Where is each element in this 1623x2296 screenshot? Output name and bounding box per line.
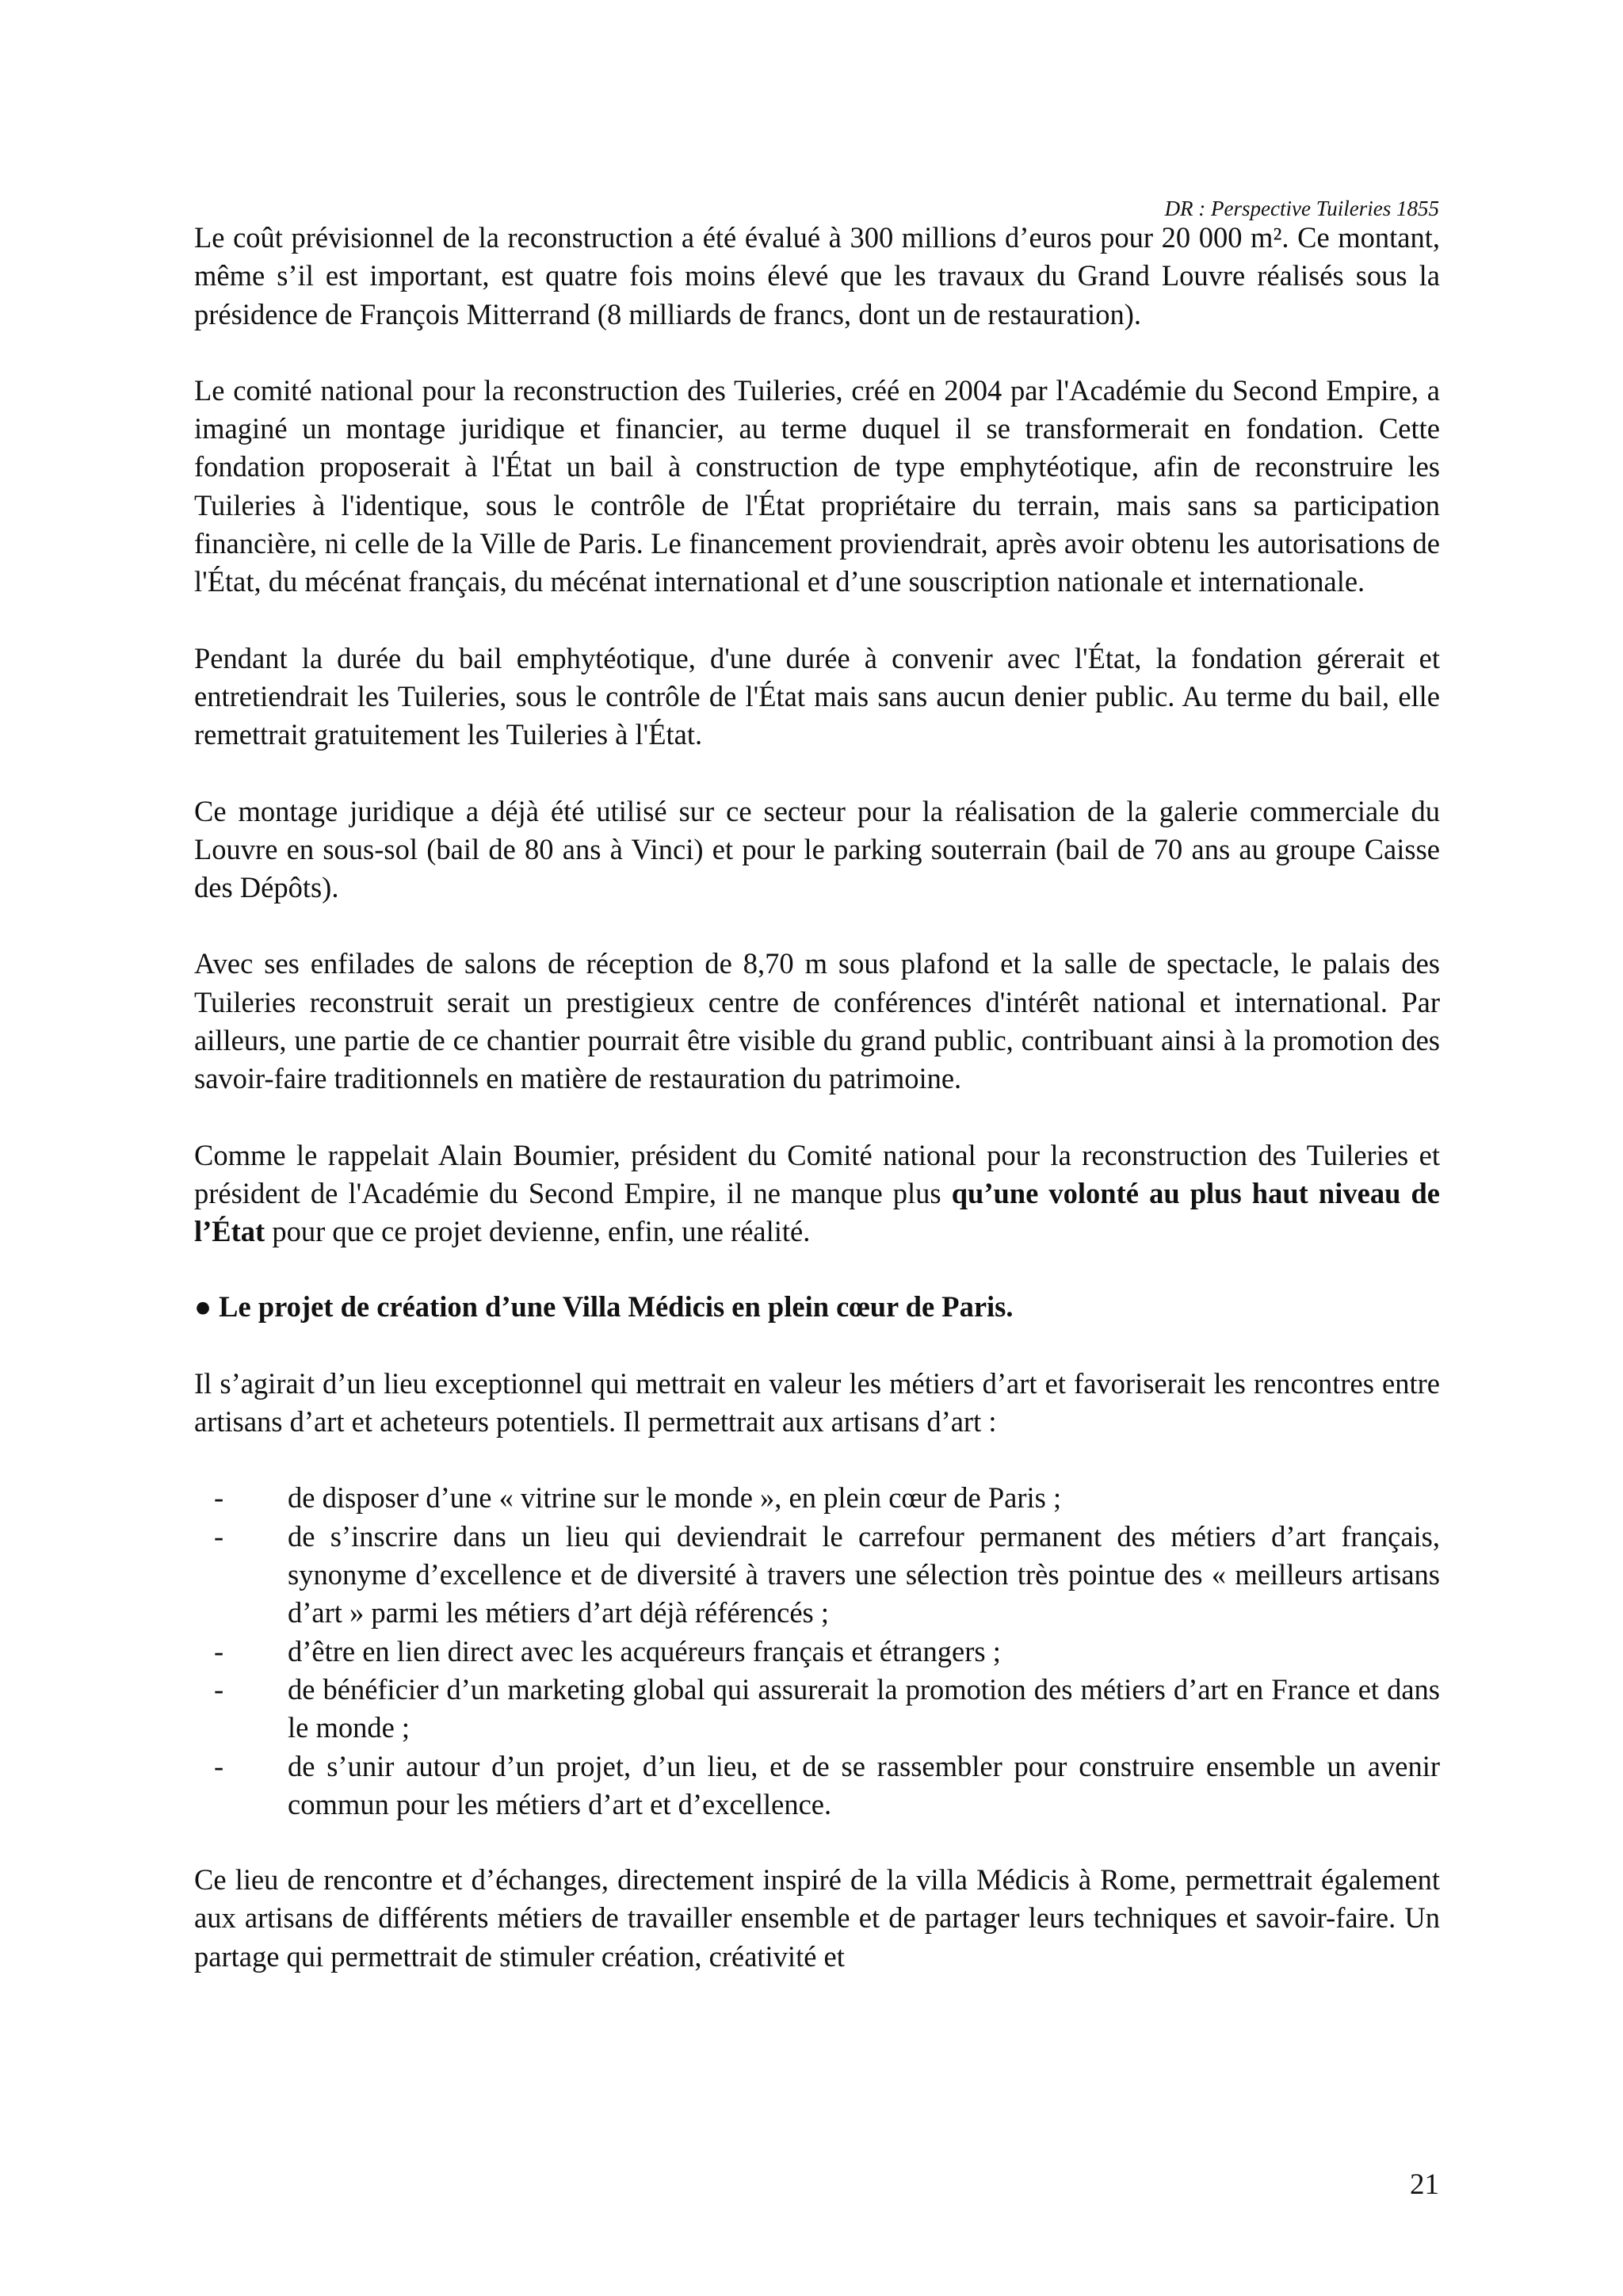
quote-text-before: Comme le rappelait Alain Boumier, président du Comité national pour la reconstruction des Tuileries et président de l'Académie du Second Empire, il ne manque plus: [194, 1138, 1440, 1209]
page-number: 21: [1410, 2168, 1439, 2201]
quote-text-after: pour que ce projet devienne, enfin, une réalité.: [265, 1215, 811, 1248]
image-caption: DR : Perspective Tuileries 1855: [1164, 197, 1439, 220]
bullet-dash: -: [214, 1672, 224, 1706]
list-item-text: de bénéficier d’un marketing global qui assurerait la promotion des métiers d’art en France et dans le monde ;: [288, 1672, 1440, 1744]
body-text: [194, 219, 1440, 2014]
bullet-dash: -: [214, 1481, 224, 1515]
list-item-text: de s’inscrire dans un lieu qui deviendrait le carrefour permanent des métiers d’art français, synonyme d’excellence et de diversité à travers une sélection très pointue des « meilleurs artisans d’art » parmi les métiers d’art déjà référencés ;: [288, 1519, 1440, 1629]
paragraph-villa-intro: Il s’agirait d’un lieu exceptionnel qui mettrait en valeur les métiers d’art et favoriserait les rencontres entre artisans d’art et acheteurs potentiels. Il permettrait aux artisans d’art :: [194, 1366, 1440, 1438]
bullet-dash: -: [214, 1519, 224, 1553]
paragraph-boumier-quote: [194, 1137, 1440, 1251]
list-item-text: de disposer d’une « vitrine sur le monde », en plein cœur de Paris ;: [288, 1481, 1062, 1515]
bullet-dash: -: [214, 1634, 224, 1668]
list-item: [214, 1479, 1440, 1517]
list-item-text: de s’unir autour d’un projet, d’un lieu, et de se rassembler pour construire ensemble un avenir commun pour les métiers d’art et d’excellence.: [288, 1749, 1440, 1820]
paragraph-closing: Ce lieu de rencontre et d’échanges, directement inspiré de la villa Médicis à Rome, permettrait également aux artisans de différents métiers de travailler ensemble et de partager leurs techniques et savoir-faire. Un partage qui permettrait de stimuler création, créativité et: [194, 1863, 1440, 1973]
list-item: [214, 1518, 1440, 1633]
paragraph-legal-setup: Ce montage juridique a déjà été utilisé sur ce secteur pour la réalisation de la galerie commerciale du Louvre en sous-sol (bail de 80 ans à Vinci) et pour le parking souterrain (bail de 70 ans au groupe Caisse des Dépôts).: [194, 794, 1440, 904]
quote-bold-text: qu’une volonté au plus haut niveau de l’État: [194, 1176, 1440, 1248]
section-heading: ● Le projet de création d’une Villa Médicis en plein cœur de Paris.: [194, 1289, 1014, 1323]
list-item: [214, 1748, 1440, 1824]
bullet-list: [194, 1479, 1440, 1824]
list-item: [214, 1633, 1440, 1671]
paragraph-conference-center: Avec ses enfilades de salons de réception de 8,70 m sous plafond et la salle de spectacle, le palais des Tuileries reconstruit serait un prestigieux centre de conférences d'intérêt national et international. Par ailleurs, une partie de ce chantier pourrait être visible du grand public, contribuant ainsi à la promotion des savoir-faire traditionnels en matière de restauration du patrimoine.: [194, 947, 1440, 1095]
list-item: [214, 1671, 1440, 1748]
paragraph-committee: Le comité national pour la reconstruction des Tuileries, créé en 2004 par l'Académie du Second Empire, a imaginé un montage juridique et financier, au terme duquel il se transformerait en fondation. Cette fondation proposerait à l'État un bail à construction de type emphytéotique, afin de reconstruire les Tuileries à l'identique, sous le contrôle de l'État propriétaire du terrain, mais sans sa participation financière, ni celle de la Ville de Paris. Le financement proviendrait, après avoir obtenu les autorisations de l'État, du mécénat français, du mécénat international et d’une souscription nationale et internationale.: [194, 373, 1440, 598]
paragraph-lease: Pendant la durée du bail emphytéotique, d'une durée à convenir avec l'État, la fondation gérerait et entretiendrait les Tuileries, sous le contrôle de l'État mais sans aucun denier public. Au terme du bail, elle remettrait gratuitement les Tuileries à l'État.: [194, 641, 1440, 751]
list-item-text: d’être en lien direct avec les acquéreurs français et étrangers ;: [288, 1634, 1001, 1668]
bullet-dash: -: [214, 1749, 224, 1782]
paragraph-cost: Le coût prévisionnel de la reconstruction a été évalué à 300 millions d’euros pour 20 000 m². Ce montant, même s’il est important, est quatre fois moins élevé que les travaux du Grand Louvre réalisés sous la présidence de François Mitterrand (8 milliards de francs, dont un de restauration).: [194, 221, 1440, 330]
